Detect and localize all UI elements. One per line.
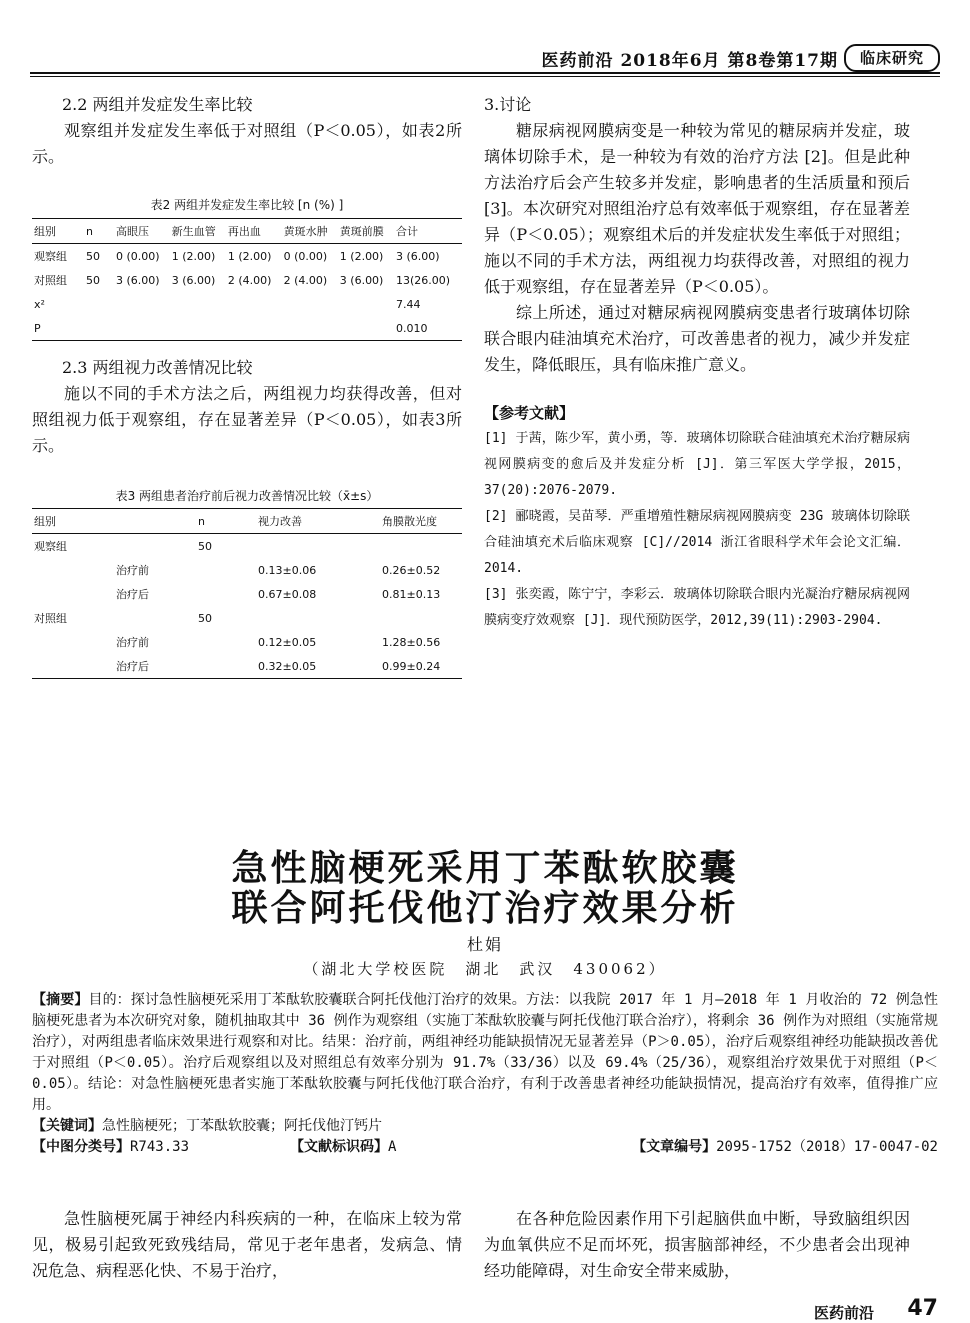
table3-header-cell: n bbox=[196, 509, 256, 534]
table3 bbox=[32, 508, 462, 679]
article-number-value: 2095-1752（2018）17-0047-02 bbox=[716, 1139, 938, 1155]
table2-header-cell: 高眼压 bbox=[114, 219, 170, 244]
table3-row bbox=[32, 654, 462, 679]
table2-cell bbox=[282, 292, 338, 316]
table3-cell bbox=[114, 534, 196, 559]
doc-code-label: 【文献标识码】 bbox=[290, 1139, 388, 1155]
table2-row bbox=[32, 244, 462, 269]
table2-cell bbox=[84, 316, 114, 341]
table3-row bbox=[32, 630, 462, 654]
clc-value: R743.33 bbox=[130, 1139, 190, 1155]
table3-cell: 0.26±0.52 bbox=[382, 563, 441, 577]
table2-cell: 3 (6.00) bbox=[116, 273, 160, 287]
table2-header-cell: 组别 bbox=[32, 219, 84, 244]
table2-cell: 13(26.00) bbox=[395, 273, 451, 287]
table2-caption: 表2 两组并发症发生率比较 [n (%) ] bbox=[150, 198, 344, 212]
table2-header-cell: 黄斑前膜 bbox=[338, 219, 394, 244]
clc-label: 【中图分类号】 bbox=[32, 1139, 130, 1155]
table3-header-cell: 角膜散光度 bbox=[380, 509, 462, 534]
keywords bbox=[32, 1116, 938, 1137]
table3-cell bbox=[32, 582, 114, 606]
table2-cell: 1 (2.00) bbox=[339, 249, 384, 263]
header-rule bbox=[30, 72, 940, 74]
table3-cell bbox=[32, 558, 114, 582]
table3-cell: 0.32±0.05 bbox=[256, 654, 380, 679]
table3-cell bbox=[32, 654, 114, 679]
table3-cell: 0.13±0.06 bbox=[258, 563, 317, 577]
table2-header-cell: 合计 bbox=[394, 219, 462, 244]
section-2-2-heading: 2.2 两组并发症发生率比较 bbox=[62, 95, 253, 114]
keywords-label: 【关键词】 bbox=[32, 1118, 102, 1134]
reference-item: [1] 于茜，陈少军，黄小勇，等．玻璃体切除联合硅油填充术治疗糖尿病视网膜病变的愈后及并发症分析 [J]．第三军医大学学报，2015，37(20):2076-2079. bbox=[484, 431, 910, 498]
table2-cell bbox=[114, 292, 170, 316]
article-number-label: 【文章编号】 bbox=[632, 1139, 717, 1155]
table2-cell: 观察组 bbox=[34, 250, 67, 263]
header-rule-thin bbox=[30, 76, 940, 77]
article-author: 杜娟 bbox=[466, 935, 503, 954]
table2-cell bbox=[84, 292, 114, 316]
table3-cell bbox=[256, 534, 380, 559]
table2-cell: x² bbox=[34, 297, 45, 311]
table2-cell: 对照组 bbox=[34, 274, 67, 287]
references-list bbox=[484, 426, 910, 634]
table2-row bbox=[32, 268, 462, 292]
table2-cell: 50 bbox=[86, 249, 100, 263]
table2-cell: 0.010 bbox=[394, 316, 462, 341]
keywords-text: 急性脑梗死；丁苯酞软胶囊；阿托伐他汀钙片 bbox=[102, 1118, 382, 1134]
section-2-3-text: 施以不同的手术方法之后，两组视力均获得改善，但对照组视力低于观察组，存在显著差异（P＜0.05），如表3所示。 bbox=[32, 384, 462, 455]
table2-cell: 50 bbox=[86, 273, 100, 287]
table3-cell bbox=[196, 558, 256, 582]
table2-cell: 0 (0.00) bbox=[283, 249, 328, 263]
table3-cell: 50 bbox=[198, 611, 212, 625]
table3-cell bbox=[196, 654, 256, 679]
section-2-3-heading: 2.3 两组视力改善情况比较 bbox=[62, 358, 253, 377]
doc-code-value: A bbox=[388, 1139, 397, 1155]
section-2-2-text: 观察组并发症发生率低于对照组（P＜0.05），如表2所示。 bbox=[32, 121, 462, 166]
table3-cell: 对照组 bbox=[34, 612, 67, 625]
table3-cell: 0.67±0.08 bbox=[258, 587, 317, 601]
table3-cell: 50 bbox=[198, 539, 212, 553]
table3-cell: 1.28±0.56 bbox=[382, 635, 441, 649]
classification-line bbox=[32, 1137, 938, 1159]
article-number bbox=[632, 1137, 938, 1158]
table2-cell: 3 (6.00) bbox=[171, 273, 216, 287]
table3-row bbox=[32, 582, 462, 606]
table2-cell: 0 (0.00) bbox=[116, 249, 160, 263]
table3-cell bbox=[32, 630, 114, 654]
table3-cell bbox=[196, 582, 256, 606]
table2-cell: 1 (2.00) bbox=[227, 249, 272, 263]
table2-header-cell: n bbox=[84, 219, 114, 244]
table3-cell bbox=[380, 534, 462, 559]
table2-cell: 1 (2.00) bbox=[171, 249, 216, 263]
table3-cell: 治疗前 bbox=[116, 636, 149, 649]
table2-cell bbox=[338, 316, 394, 341]
table2-cell bbox=[114, 316, 170, 341]
table3-header-cell: 组别 bbox=[32, 509, 114, 534]
table2-cell: 2 (4.00) bbox=[227, 273, 272, 287]
journal-header: 医药前沿 2018年6月 第8卷第17期 bbox=[541, 51, 838, 71]
abstract-text: 目的：探讨急性脑梗死采用丁苯酞软胶囊联合阿托伐他汀治疗的效果。方法：以我院 2017 年 1 月—2018 年 1 月收治的 72 例急性脑梗死患者为本次研究对象，随机抽取其中 36 例作为观察组（实施丁苯酞软胶囊与阿托伐他汀联合治疗），将剩余 36 例作为对照组（实施常规治疗），对两组患者临床效果进行观察和对比。结果：治疗前，两组神经功能缺损情况无显著差异（P＞0.05），治疗后观察组神经功能缺损改善优于对照组（P＜0.05）。治疗后观察组以及对照组总有效率分别为 91.7%（33/36）以及 69.4%（25/36），观察组治疗效果优于对照组（P＜0.05）。结论：对急性脑梗死患者实施丁苯酞软胶囊与阿托伐他汀联合治疗，有利于改善患者神经功能缺损情况，提高治疗有效率，值得推广应用。 bbox=[32, 992, 938, 1113]
section-3-paragraph-1: 糖尿病视网膜病变是一种较为常见的糖尿病并发症，玻璃体切除手术，是一种较为有效的治疗方法 [2]。但是此种方法治疗后会产生较多并发症，影响患者的生活质量和预后 [3]。本次研究对照组治疗总有效率低于观察组，存在显著差异（P＜0.05）；观察组术后的并发症状发生率低于对照组；施以不同的手术方法，两组视力均获得改善，对照组的视力低于观察组，存在显著差异（P＜0.05）。 bbox=[484, 121, 910, 296]
column-badge: 临床研究 bbox=[844, 44, 940, 72]
table3-caption: 表3 两组患者治疗前后视力改善情况比较（x̄±s） bbox=[115, 489, 379, 503]
table2-cell bbox=[226, 316, 282, 341]
table3-cell bbox=[114, 606, 196, 630]
abstract-block bbox=[32, 990, 938, 1159]
body-left-column: 急性脑梗死属于神经内科疾病的一种，在临床上较为常见，极易引起致死致残结局，常见于老年患者，发病急、情况危急、病程恶化快、不易于治疗， bbox=[32, 1209, 462, 1280]
table2-cell: 3 (6.00) bbox=[339, 273, 384, 287]
reference-item: [2] 郦晓霞，吴苗琴．严重增殖性糖尿病视网膜病变 23G 玻璃体切除联合硅油填充术后临床观察 [C]//2014 浙江省眼科学术年会论文汇编．2014. bbox=[484, 509, 910, 576]
table3-cell bbox=[196, 630, 256, 654]
article-affiliation: （湖北大学校医院 湖北 武汉 430062） bbox=[303, 960, 667, 978]
table3-row bbox=[32, 606, 462, 630]
table2-header-cell: 新生血管 bbox=[170, 219, 226, 244]
table2-cell: P bbox=[32, 316, 84, 341]
table3-row bbox=[32, 534, 462, 559]
table3-cell bbox=[256, 606, 380, 630]
footer-journal: 医药前沿 bbox=[813, 1304, 874, 1322]
table2-row bbox=[32, 292, 462, 316]
table2-cell: 7.44 bbox=[395, 297, 421, 311]
body-right-column: 在各种危险因素作用下引起脑供血中断，导致脑组织因为血氧供应不足而坏死，损害脑部神经，不少患者会出现神经功能障碍，对生命安全带来威胁， bbox=[484, 1209, 910, 1280]
reference-item: [3] 张奕霞，陈宁宁，李彩云．玻璃体切除联合眼内光凝治疗糖尿病视网膜病变疗效观察 [J]．现代预防医学，2012,39(11):2903-2904. bbox=[484, 587, 910, 628]
references-title: 【参考文献】 bbox=[484, 404, 575, 422]
table2-cell: 2 (4.00) bbox=[283, 273, 328, 287]
article-title-line-1: 急性脑梗死采用丁苯酞软胶囊 bbox=[231, 848, 739, 889]
section-2-3 bbox=[32, 355, 462, 459]
abstract-label: 【摘要】 bbox=[32, 992, 89, 1008]
abstract bbox=[32, 990, 938, 1116]
table3-cell: 0.12±0.05 bbox=[258, 635, 317, 649]
table3-cell: 0.81±0.13 bbox=[382, 587, 441, 601]
table3-cell: 治疗后 bbox=[116, 588, 149, 601]
table2 bbox=[32, 218, 462, 341]
table2-cell bbox=[170, 316, 226, 341]
table3-row bbox=[32, 558, 462, 582]
table3-cell: 0.99±0.24 bbox=[380, 654, 462, 679]
table2-cell bbox=[338, 292, 394, 316]
table2-cell bbox=[226, 292, 282, 316]
table2-cell bbox=[170, 292, 226, 316]
table3-header-cell: 视力改善 bbox=[256, 509, 380, 534]
table2-cell bbox=[282, 316, 338, 341]
right-column bbox=[484, 92, 910, 634]
table2-header-cell: 黄斑水肿 bbox=[282, 219, 338, 244]
section-3-heading: 3.讨论 bbox=[484, 95, 532, 114]
table3-header-cell bbox=[114, 509, 196, 534]
table3-cell: 观察组 bbox=[34, 540, 67, 553]
table3-cell: 治疗前 bbox=[116, 564, 149, 577]
table2-row bbox=[32, 316, 462, 341]
page-number: 47 bbox=[907, 1296, 938, 1321]
table2-header-cell: 再出血 bbox=[226, 219, 282, 244]
left-column bbox=[32, 92, 462, 170]
section-3-paragraph-2: 综上所述，通过对糖尿病视网膜病变患者行玻璃体切除联合眼内硅油填充术治疗，可改善患者的视力，减少并发症发生，降低眼压，具有临床推广意义。 bbox=[484, 303, 910, 374]
table3-cell bbox=[380, 606, 462, 630]
article-title-line-2: 联合阿托伐他汀治疗效果分析 bbox=[231, 888, 739, 929]
table3-cell: 治疗后 bbox=[114, 654, 196, 679]
doc-code bbox=[290, 1137, 396, 1158]
clc bbox=[32, 1137, 189, 1158]
table2-cell: 3 (6.00) bbox=[395, 249, 440, 263]
